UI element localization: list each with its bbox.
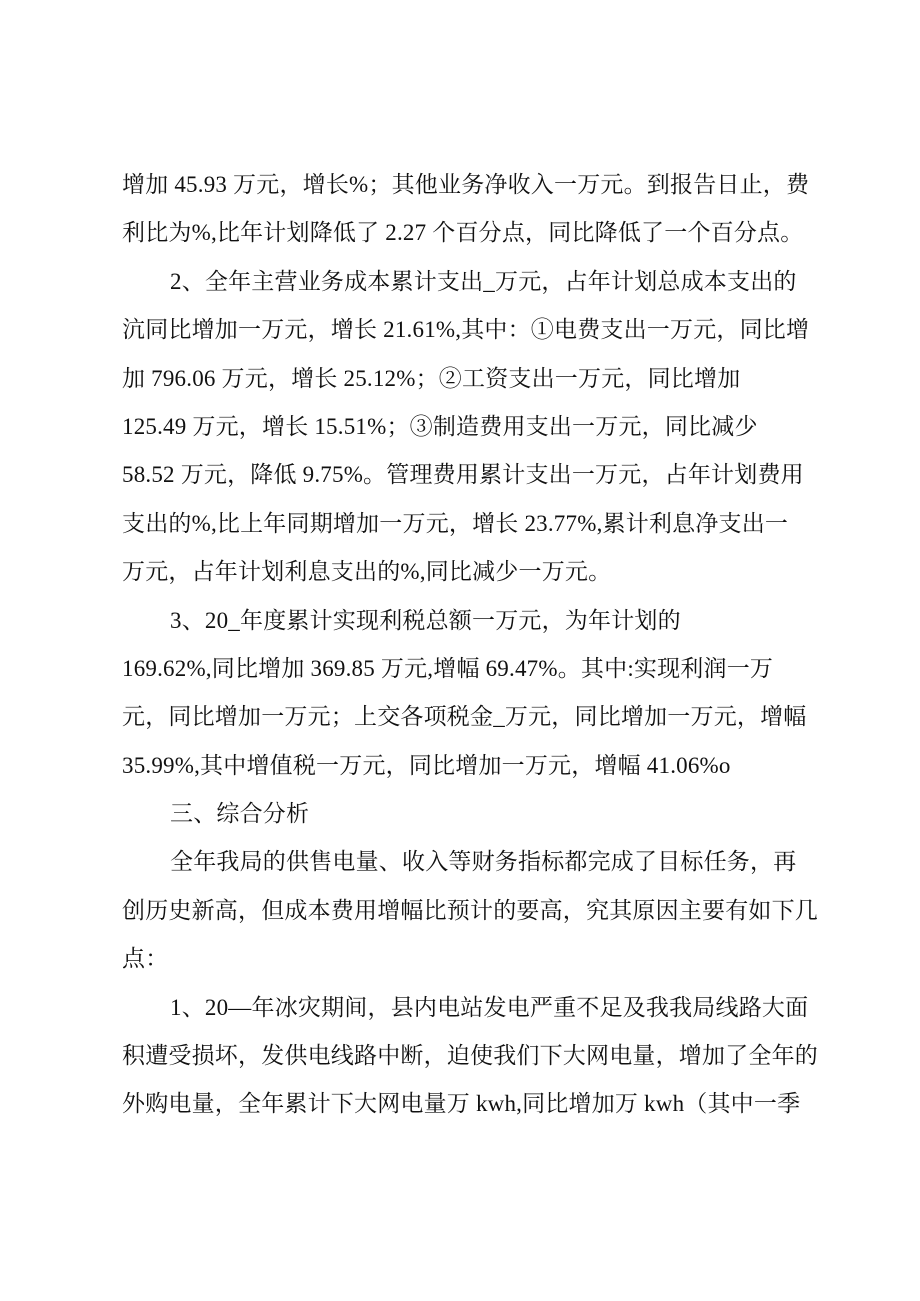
text-line: 外购电量，全年累计下大网电量万 kwh,同比增加万 kwh（其中一季 — [122, 1091, 801, 1117]
text-line: 点： — [122, 946, 169, 972]
text-line: 125.49 万元，增长 15.51%；③制造费用支出一万元，同比减少 — [122, 413, 758, 439]
text-line: 58.52 万元，降低 9.75%。管理费用累计支出一万元，占年计划费用 — [122, 462, 804, 488]
text-line: 积遭受损坏，发供电线路中断，迫使我们下大网电量，增加了全年的 — [122, 1043, 818, 1069]
paragraph-start-line: 全年我局的供售电量、收入等财务指标都完成了目标任务，再 — [170, 849, 797, 875]
paragraph-start-line: 2、全年主营业务成本累计支出_万元，占年计划总成本支出的 — [170, 268, 797, 294]
text-line: 创历史新高，但成本费用增幅比预计的要高，究其原因主要有如下几 — [122, 897, 818, 923]
paragraph-start-line: 3、20_年度累计实现利税总额一万元，为年计划的 — [170, 607, 681, 633]
paragraph-start-line: 1、20—年冰灾期间，县内电站发电严重不足及我我局线路大面 — [170, 994, 809, 1020]
text-line: 增加 45.93 万元，增长%；其他业务净收入一万元。到报告日止，费 — [122, 172, 810, 197]
text-line: 利比为%,比年计划降低了 2.27 个百分点，同比降低了一个百分点。 — [122, 220, 804, 246]
body-text — [122, 161, 822, 1129]
text-line: 35.99%,其中增值税一万元，同比增加一万元，增幅 41.06%o — [122, 752, 731, 778]
text-line: 沆同比增加一万元，增长 21.61%,其中：①电费支出一万元，同比增 — [122, 317, 810, 343]
section-heading: 三、综合分析 — [170, 801, 310, 827]
text-line: 支出的%,比上年同期增加一万元，增长 23.77%,累计利息净支出一 — [122, 510, 789, 536]
text-line: 万元，占年计划利息支出的%,同比减少一万元。 — [122, 559, 612, 585]
text-line: 加 796.06 万元，增长 25.12%；②工资支出一万元，同比增加 — [122, 365, 741, 391]
text-line: 元，同比增加一万元；上交各项税金_万元，同比增加一万元，增幅 — [122, 704, 807, 730]
text-line: 169.62%,同比增加 369.85 万元,增幅 69.47%。其中:实现利润一万 — [122, 655, 774, 681]
